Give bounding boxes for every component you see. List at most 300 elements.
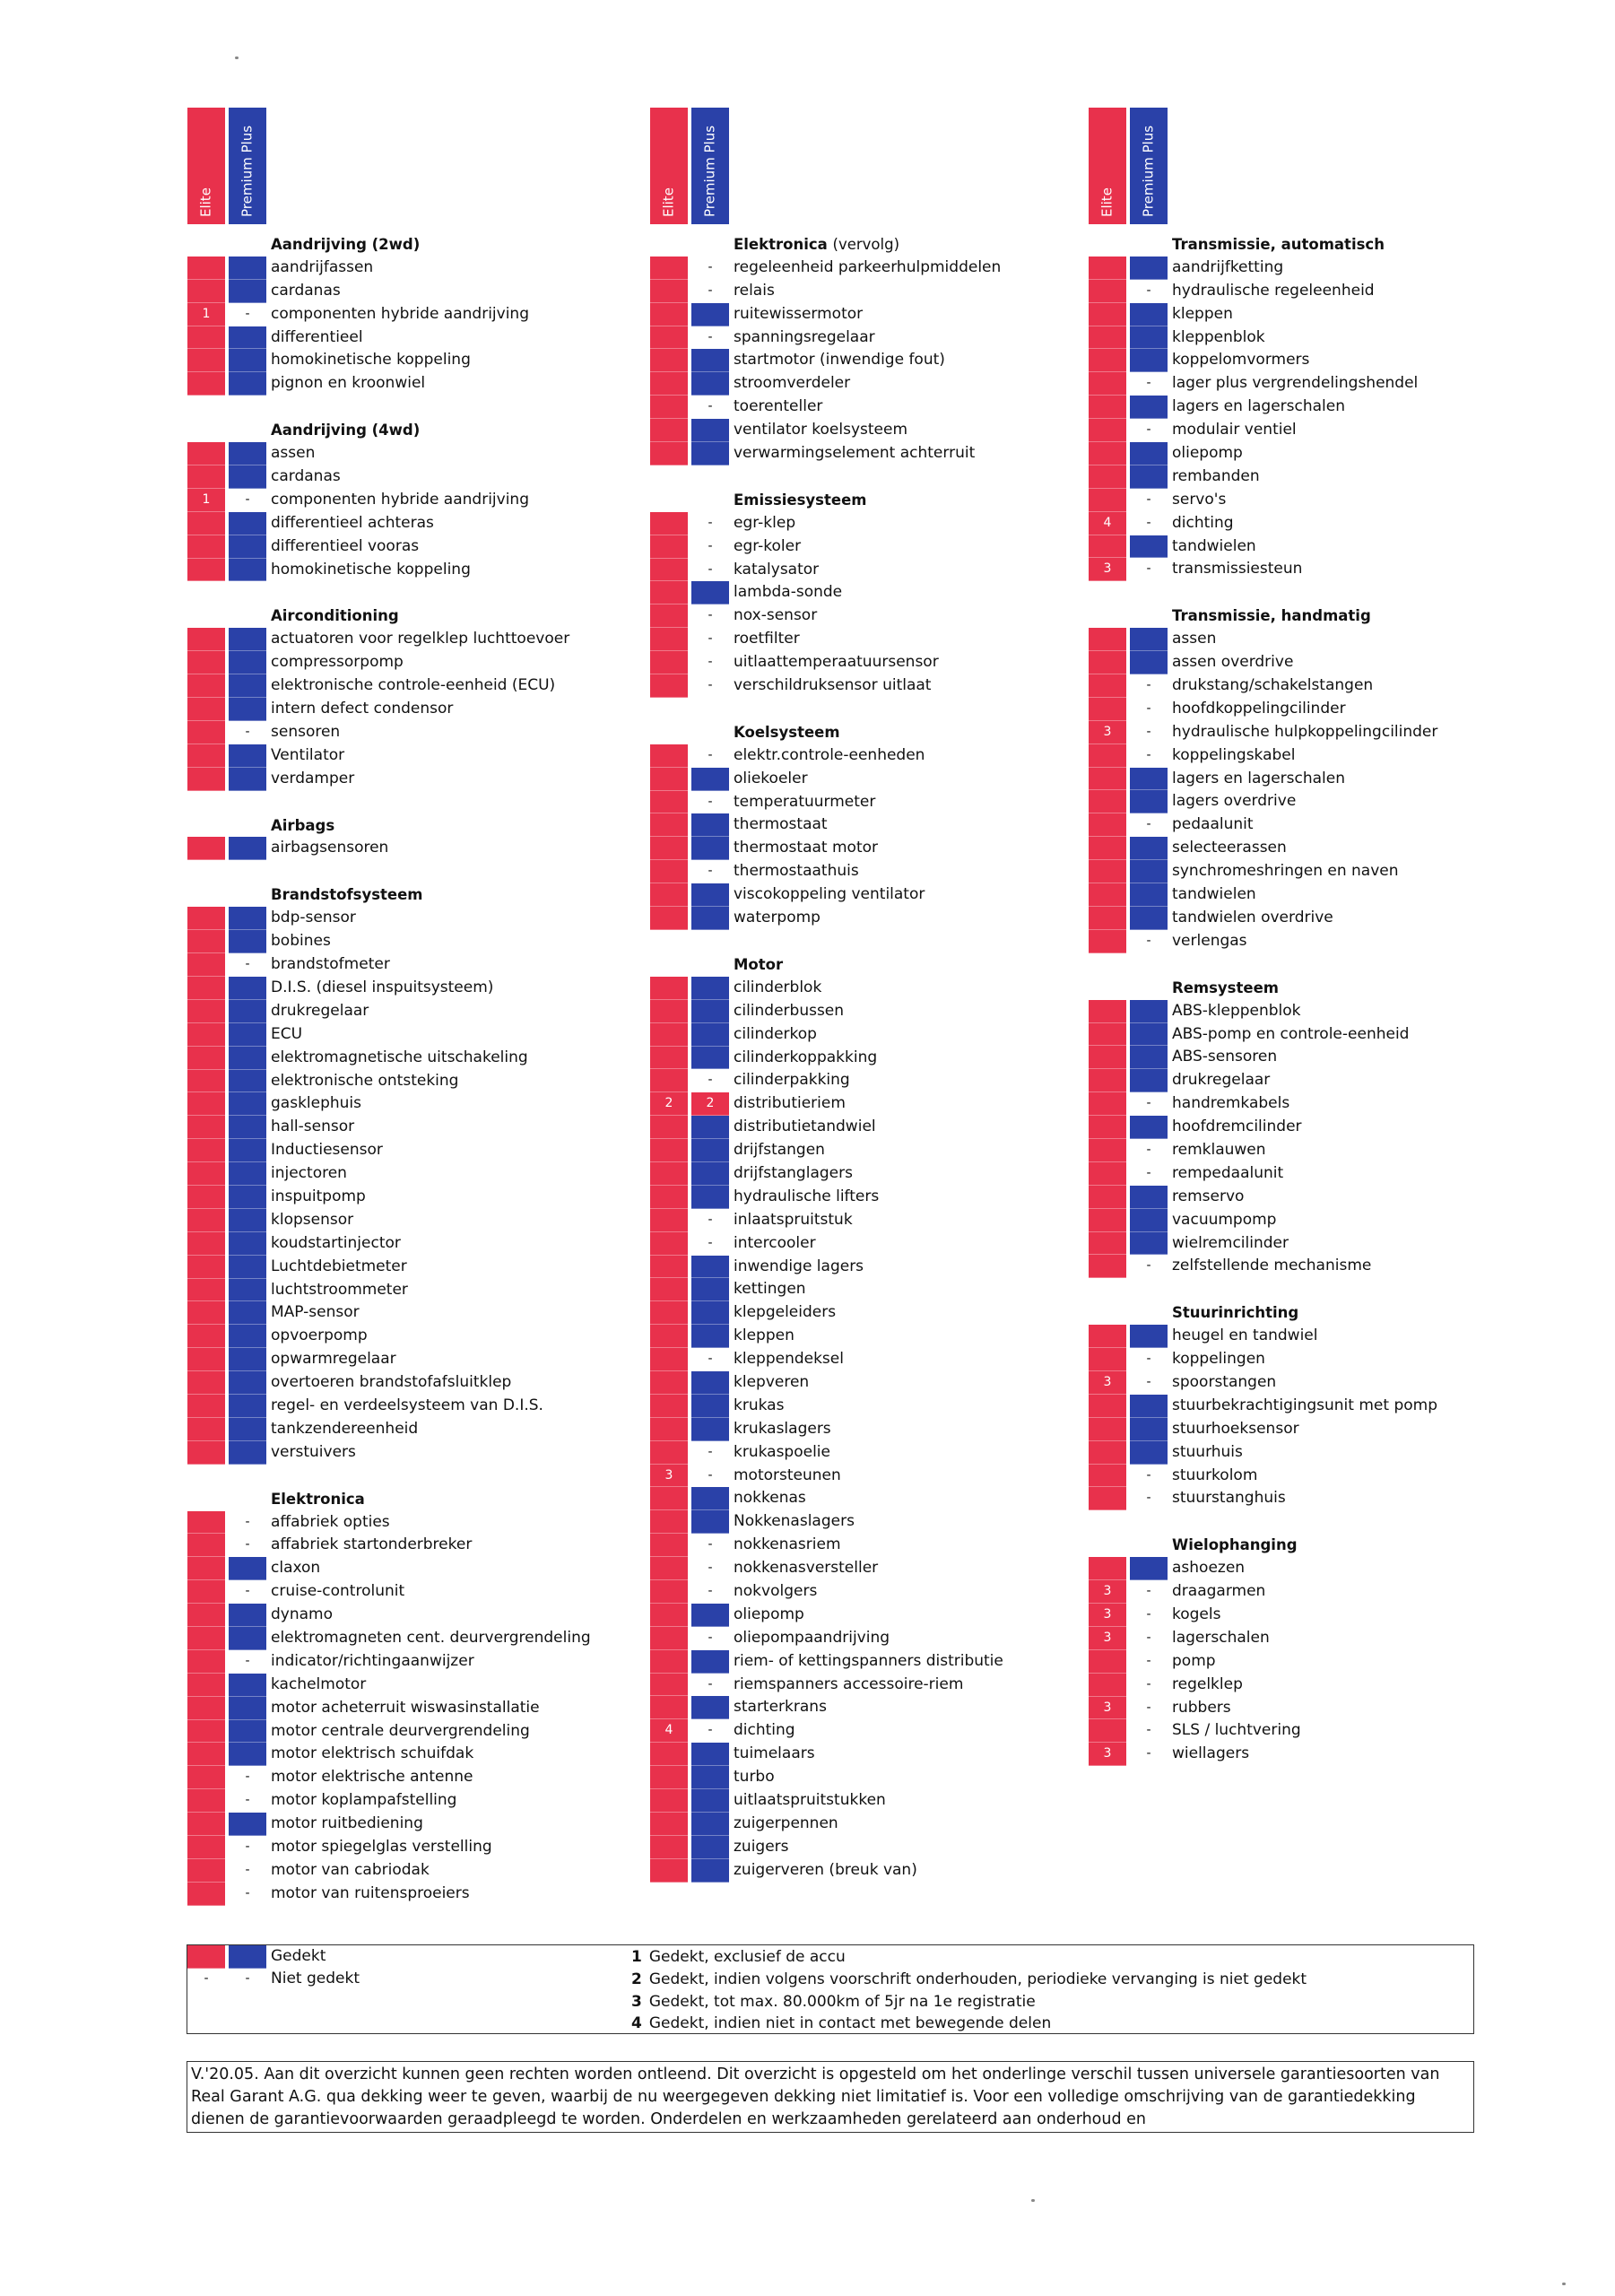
part-label: klopsensor — [271, 1210, 354, 1229]
part-label: cilinderkoppakking — [734, 1048, 878, 1066]
elite-coverage-cell — [650, 326, 688, 350]
premium-coverage-cell — [691, 1743, 729, 1766]
part-label: drukregelaar — [271, 1001, 369, 1020]
part-label: differentieel achteras — [271, 513, 434, 532]
coverage-row — [187, 1697, 672, 1720]
premium-coverage-cell — [229, 651, 266, 674]
coverage-row — [650, 744, 1134, 768]
coverage-row — [187, 1279, 672, 1302]
part-label: bdp-sensor — [271, 909, 356, 927]
part-label: rembanden — [1172, 466, 1260, 485]
coverage-row — [187, 535, 672, 559]
premium-coverage-cell: - — [245, 1793, 250, 1808]
part-label: tandwielen — [1172, 885, 1256, 904]
elite-coverage-cell — [187, 1743, 225, 1766]
premium-coverage-cell: - — [245, 1770, 250, 1785]
elite-coverage-cell — [187, 1092, 225, 1116]
premium-coverage-cell: - — [708, 747, 713, 762]
coverage-row — [650, 442, 1134, 465]
part-label: gasklephuis — [271, 1094, 362, 1113]
section-title — [1089, 604, 1573, 628]
part-label: drijfstangen — [734, 1141, 825, 1160]
premium-coverage-cell: - — [708, 1630, 713, 1645]
disclaimer-text: V.'20.05. Aan dit overzicht kunnen geen rechten worden ontleend. Dit overzicht is opgesteld om het onderlinge verschil tussen universele garantiesoorten van Real Garant A.G. qua dekking weer te geven, waarbij de nu weergegeven dekking niet limitatief is. Voor een volledige omschrijving van de garantiedekking dienen de garantievoorwaarden geraadpleegd te worden. Onderdelen en werkzaamheden gerelateerd aan onderhoud en — [187, 2061, 1474, 2133]
elite-coverage-cell — [650, 1116, 688, 1139]
elite-coverage-cell — [650, 1604, 688, 1627]
elite-coverage-cell — [187, 768, 225, 791]
coverage-row — [187, 372, 672, 396]
part-label: intern defect condensor — [271, 700, 454, 718]
section-title-text: Brandstofsysteem — [271, 886, 423, 904]
premium-coverage-cell: - — [245, 1653, 250, 1668]
coverage-row — [1089, 768, 1573, 791]
elite-coverage-cell: 4 — [1089, 512, 1126, 535]
legend-note-number: 4 — [631, 2014, 642, 2032]
elite-coverage-cell — [650, 1766, 688, 1789]
elite-coverage-cell — [650, 1510, 688, 1534]
part-label: assen — [1172, 630, 1217, 648]
premium-coverage-cell: - — [708, 259, 713, 274]
premium-coverage-cell — [229, 257, 266, 280]
coverage-row — [187, 1325, 672, 1348]
section-title — [187, 233, 672, 257]
premium-coverage-cell — [229, 1186, 266, 1209]
premium-coverage-cell — [691, 1766, 729, 1789]
section-title-text: Aandrijving (2wd) — [271, 236, 421, 253]
legend-premium-dash: - — [245, 1971, 250, 1986]
coverage-row — [187, 512, 672, 535]
part-label: spoorstangen — [1172, 1372, 1277, 1391]
coverage-row — [1089, 744, 1573, 768]
coverage-row — [1089, 442, 1573, 465]
elite-coverage-cell — [187, 1627, 225, 1650]
part-label: cilinderblok — [734, 978, 822, 996]
coverage-row — [187, 1256, 672, 1279]
part-label: kleppenblok — [1172, 327, 1265, 346]
elite-coverage-cell — [187, 349, 225, 372]
legend-covered-label: Gedekt — [271, 1947, 326, 1965]
premium-coverage-cell — [229, 1209, 266, 1232]
premium-coverage-cell — [691, 768, 729, 791]
premium-coverage-cell — [1130, 1186, 1168, 1209]
coverage-row — [187, 1859, 672, 1883]
elite-coverage-cell — [187, 651, 225, 674]
premium-coverage-cell — [229, 442, 266, 465]
coverage-row — [650, 1719, 1134, 1743]
elite-coverage-cell — [187, 1395, 225, 1418]
elite-coverage-cell — [187, 837, 225, 860]
part-label: motor elektrische antenne — [271, 1768, 473, 1787]
part-label: verstuivers — [271, 1442, 356, 1461]
part-label: hall-sensor — [271, 1118, 355, 1136]
premium-header-label: Premium Plus — [239, 125, 256, 217]
coverage-row — [1089, 349, 1573, 372]
premium-coverage-cell: - — [708, 283, 713, 298]
elite-coverage-cell — [650, 1789, 688, 1813]
part-label: egr-klep — [734, 513, 796, 532]
elite-coverage-cell — [650, 1487, 688, 1510]
elite-coverage-cell — [187, 1139, 225, 1162]
premium-coverage-cell — [229, 674, 266, 698]
premium-coverage-cell: - — [245, 1885, 250, 1900]
coverage-row — [1089, 1743, 1573, 1766]
part-label: thermostaathuis — [734, 862, 859, 881]
premium-coverage-cell — [229, 465, 266, 489]
scan-speck — [235, 57, 239, 59]
premium-coverage-cell: - — [708, 515, 713, 530]
premium-coverage-cell — [691, 1859, 729, 1883]
elite-coverage-cell — [187, 1766, 225, 1789]
premium-coverage-cell — [229, 1139, 266, 1162]
elite-coverage-cell — [1089, 837, 1126, 860]
part-label: turbo — [734, 1768, 775, 1787]
elite-coverage-cell — [187, 1000, 225, 1023]
coverage-row — [187, 1441, 672, 1465]
elite-coverage-cell — [1089, 1209, 1126, 1232]
part-label: compressorpomp — [271, 653, 404, 672]
premium-coverage-cell — [229, 1092, 266, 1116]
elite-coverage-cell — [187, 1301, 225, 1325]
part-label: distributieriem — [734, 1094, 846, 1113]
coverage-row — [187, 1627, 672, 1650]
premium-coverage-cell — [691, 442, 729, 465]
section-title-text: Remsysteem — [1172, 978, 1279, 996]
coverage-row — [650, 1092, 1134, 1116]
premium-coverage-cell: - — [1146, 700, 1151, 716]
premium-coverage-cell: - — [1146, 1630, 1151, 1645]
elite-coverage-cell — [187, 1023, 225, 1047]
coverage-row — [650, 1371, 1134, 1395]
section-title-text: Motor — [734, 955, 784, 973]
part-label: hydraulische hulpkoppelingcilinder — [1172, 722, 1438, 741]
elite-header-label: Elite — [1098, 187, 1116, 217]
part-label: krukaspoelie — [734, 1442, 830, 1461]
part-label: airbagsensoren — [271, 839, 389, 857]
elite-coverage-cell — [1089, 813, 1126, 837]
elite-header-label: Elite — [660, 187, 677, 217]
elite-column-header — [650, 108, 688, 224]
premium-coverage-cell — [691, 1186, 729, 1209]
elite-coverage-cell — [1089, 1487, 1126, 1510]
part-label: regel- en verdeelsysteem van D.I.S. — [271, 1396, 543, 1414]
premium-coverage-cell — [229, 1325, 266, 1348]
coverage-row — [650, 1209, 1134, 1232]
coverage-row — [1089, 535, 1573, 559]
coverage-row — [650, 1023, 1134, 1047]
premium-coverage-cell — [1130, 1209, 1168, 1232]
premium-coverage-cell: - — [708, 608, 713, 623]
premium-coverage-cell — [691, 1510, 729, 1534]
legend-note-2 — [631, 1968, 1307, 1991]
part-label: cilinderkop — [734, 1024, 817, 1043]
coverage-row — [187, 1232, 672, 1256]
premium-coverage-cell: - — [708, 1352, 713, 1367]
premium-coverage-cell — [691, 883, 729, 907]
coverage-row — [187, 1023, 672, 1047]
elite-coverage-cell — [187, 1325, 225, 1348]
premium-coverage-cell — [691, 581, 729, 604]
premium-coverage-cell: - — [708, 1583, 713, 1598]
premium-coverage-cell — [1130, 907, 1168, 930]
coverage-row — [1089, 280, 1573, 303]
premium-coverage-cell — [691, 1836, 729, 1859]
coverage-row — [1089, 1069, 1573, 1092]
coverage-row — [1089, 1092, 1573, 1116]
premium-coverage-cell — [1130, 326, 1168, 350]
coverage-row — [650, 512, 1134, 535]
part-label: SLS / luchtvering — [1172, 1721, 1301, 1740]
coverage-row — [187, 303, 672, 326]
part-label: Ventilator — [271, 745, 345, 764]
premium-coverage-cell — [691, 1256, 729, 1279]
premium-coverage-cell — [1130, 768, 1168, 791]
premium-coverage-cell: - — [1146, 1467, 1151, 1483]
part-label: koudstartinjector — [271, 1233, 401, 1252]
legend-note-text: Gedekt, indien volgens voorschrift onderhouden, periodieke vervanging is niet gedekt — [648, 1970, 1307, 1988]
coverage-row — [1089, 1557, 1573, 1580]
coverage-row — [650, 419, 1134, 442]
coverage-row — [1089, 1395, 1573, 1418]
part-label: zuigers — [734, 1837, 789, 1856]
section-title-text: Koelsysteem — [734, 723, 840, 741]
elite-coverage-cell — [650, 442, 688, 465]
part-label: differentieel vooras — [271, 536, 420, 555]
coverage-row — [650, 1650, 1134, 1674]
coverage-row — [1089, 489, 1573, 512]
coverage-row — [187, 1301, 672, 1325]
coverage-row — [187, 1000, 672, 1023]
legend-row-4 — [187, 2012, 1425, 2035]
elite-coverage-cell — [650, 651, 688, 674]
part-label: temperatuurmeter — [734, 792, 876, 811]
part-label: oliepomp — [734, 1605, 804, 1623]
elite-coverage-cell — [187, 1279, 225, 1302]
coverage-row — [650, 1789, 1134, 1813]
premium-coverage-cell: - — [1146, 933, 1151, 948]
premium-plus-column-header — [691, 108, 729, 224]
elite-coverage-cell — [187, 674, 225, 698]
part-label: Nokkenaslagers — [734, 1512, 855, 1531]
part-label: koppelingskabel — [1172, 745, 1296, 764]
coverage-row — [187, 442, 672, 465]
elite-coverage-cell — [650, 581, 688, 604]
part-label: hydraulische lifters — [734, 1187, 880, 1205]
part-label: homokinetische koppeling — [271, 560, 471, 578]
elite-column-header — [187, 108, 225, 224]
legend-note-number: 1 — [631, 1948, 642, 1966]
premium-coverage-cell: - — [1146, 561, 1151, 577]
premium-coverage-cell — [1130, 1325, 1168, 1348]
coverage-row — [1089, 512, 1573, 535]
part-label: startmotor (inwendige fout) — [734, 351, 945, 370]
elite-coverage-cell — [650, 674, 688, 698]
part-label: intercooler — [734, 1233, 816, 1252]
legend-row-1 — [187, 1945, 1425, 1969]
premium-coverage-cell — [229, 535, 266, 559]
elite-coverage-cell — [650, 628, 688, 651]
section-title-text: Transmissie, handmatig — [1172, 607, 1371, 625]
part-label: nokkenas — [734, 1489, 806, 1508]
elite-coverage-cell — [187, 1534, 225, 1557]
premium-coverage-cell: - — [708, 399, 713, 414]
elite-coverage-cell — [650, 1371, 688, 1395]
premium-coverage-cell — [691, 1047, 729, 1070]
section-aandrijving-2wd — [187, 233, 672, 396]
part-label: cardanas — [271, 467, 341, 486]
part-label: kettingen — [734, 1280, 806, 1299]
part-label: inlaatspruitstuk — [734, 1210, 853, 1229]
premium-coverage-cell: - — [245, 1862, 250, 1877]
elite-coverage-cell — [650, 837, 688, 860]
column-header — [187, 108, 672, 233]
part-label: transmissiesteun — [1172, 560, 1303, 578]
coverage-row — [650, 559, 1134, 582]
premium-coverage-cell: - — [708, 1073, 713, 1088]
section-title — [650, 721, 1134, 744]
premium-coverage-cell: - — [1146, 1676, 1151, 1692]
part-label: ECU — [271, 1024, 303, 1043]
elite-coverage-cell — [650, 1325, 688, 1348]
coverage-row — [650, 1116, 1134, 1139]
coverage-row — [1089, 1674, 1573, 1697]
elite-coverage-cell — [1089, 698, 1126, 721]
elite-coverage-cell — [1089, 1092, 1126, 1116]
part-label: ABS-pomp en controle-eenheid — [1172, 1024, 1410, 1043]
coverage-row — [187, 1743, 672, 1766]
elite-coverage-cell — [650, 1023, 688, 1047]
coverage-row — [650, 860, 1134, 883]
elite-coverage-cell — [187, 1256, 225, 1279]
coverage-row — [187, 1511, 672, 1535]
premium-coverage-cell — [1130, 1418, 1168, 1441]
elite-coverage-cell: 4 — [650, 1719, 688, 1743]
coverage-row — [1089, 1023, 1573, 1047]
elite-coverage-cell: 3 — [1089, 1743, 1126, 1766]
coverage-row — [187, 721, 672, 744]
premium-coverage-cell — [691, 1301, 729, 1325]
part-label: lagers en lagerschalen — [1172, 397, 1346, 416]
part-label: thermostaat — [734, 815, 828, 834]
premium-coverage-cell — [1130, 883, 1168, 907]
premium-coverage-cell — [1130, 1069, 1168, 1092]
elite-coverage-cell — [187, 1789, 225, 1813]
elite-coverage-cell — [650, 791, 688, 814]
coverage-row — [187, 628, 672, 651]
premium-coverage-cell — [1130, 628, 1168, 651]
part-label: uitlaattemperaatuursensor — [734, 653, 939, 672]
part-label: rempedaalunit — [1172, 1163, 1284, 1182]
coverage-row — [1089, 674, 1573, 698]
section-emissiesysteem — [650, 489, 1134, 698]
coverage-row — [650, 1348, 1134, 1371]
section-elektronica — [187, 1488, 672, 1906]
part-label: assen — [271, 444, 316, 463]
premium-coverage-cell — [1130, 1000, 1168, 1023]
legend-note-number: 2 — [631, 1970, 642, 1988]
elite-coverage-cell — [187, 1232, 225, 1256]
premium-coverage-cell — [229, 698, 266, 721]
part-label: elektronische controle-eenheid (ECU) — [271, 676, 556, 695]
elite-coverage-cell: 1 — [187, 489, 225, 512]
elite-coverage-cell — [650, 349, 688, 372]
premium-coverage-cell — [1130, 790, 1168, 813]
section-title-text: Transmissie, automatisch — [1172, 236, 1385, 253]
coverage-row — [1089, 721, 1573, 744]
coverage-row — [650, 1395, 1134, 1418]
part-label: pomp — [1172, 1651, 1216, 1670]
premium-coverage-cell — [691, 1023, 729, 1047]
coverage-row — [1089, 860, 1573, 883]
part-label: oliekoeler — [734, 769, 808, 787]
elite-coverage-cell — [650, 303, 688, 326]
coverage-row — [187, 489, 672, 512]
part-label: motor van ruitensproeiers — [271, 1883, 470, 1902]
coverage-row — [650, 674, 1134, 698]
coverage-row — [650, 280, 1134, 303]
part-label: drukregelaar — [1172, 1071, 1271, 1090]
elite-coverage-cell — [650, 1696, 688, 1719]
elite-coverage-cell — [187, 1604, 225, 1627]
elite-coverage-cell — [187, 1836, 225, 1859]
column-header — [650, 108, 1134, 233]
part-label: oliepompaandrijving — [734, 1628, 890, 1647]
part-label: servo's — [1172, 490, 1227, 509]
premium-coverage-cell — [229, 907, 266, 930]
coverage-row — [650, 907, 1134, 930]
part-label: kogels — [1172, 1605, 1221, 1623]
coverage-row — [1089, 1232, 1573, 1256]
premium-coverage-cell: 2 — [691, 1092, 729, 1116]
section-title-text: Elektronica — [271, 1490, 365, 1508]
premium-coverage-cell: - — [1146, 1491, 1151, 1506]
elite-coverage-cell — [1089, 651, 1126, 674]
part-label: sensoren — [271, 722, 341, 741]
premium-coverage-cell: - — [1146, 1352, 1151, 1367]
elite-coverage-cell — [187, 1859, 225, 1883]
coverage-row — [1089, 303, 1573, 326]
coverage-row — [1089, 396, 1573, 419]
premium-coverage-cell — [691, 1371, 729, 1395]
elite-coverage-cell — [187, 1441, 225, 1465]
coverage-row — [650, 1465, 1134, 1488]
elite-coverage-cell — [187, 1883, 225, 1906]
premium-coverage-cell — [229, 1627, 266, 1650]
elite-coverage-cell — [650, 907, 688, 930]
premium-coverage-cell — [229, 768, 266, 791]
coverage-row — [650, 1047, 1134, 1070]
elite-coverage-cell — [650, 1186, 688, 1209]
elite-coverage-cell — [1089, 535, 1126, 559]
elite-coverage-cell — [650, 1348, 688, 1371]
part-label: ashoezen — [1172, 1559, 1246, 1578]
part-label: lager plus vergrendelingshendel — [1172, 374, 1419, 393]
part-label: starterkrans — [734, 1698, 827, 1717]
coverage-row — [650, 813, 1134, 837]
part-label: zelfstellende mechanisme — [1172, 1257, 1372, 1275]
premium-coverage-cell: - — [1146, 1723, 1151, 1738]
part-label: cilinderbussen — [734, 1001, 845, 1020]
elite-coverage-cell — [187, 744, 225, 768]
coverage-row — [1089, 907, 1573, 930]
part-label: koppelingen — [1172, 1350, 1265, 1369]
part-label: stuurkolom — [1172, 1465, 1258, 1484]
coverage-row — [187, 1116, 672, 1139]
premium-coverage-cell: - — [245, 1584, 250, 1599]
elite-coverage-cell — [650, 883, 688, 907]
part-label: inspuitpomp — [271, 1187, 366, 1205]
coverage-row — [1089, 1697, 1573, 1720]
coverage-row — [650, 1441, 1134, 1465]
